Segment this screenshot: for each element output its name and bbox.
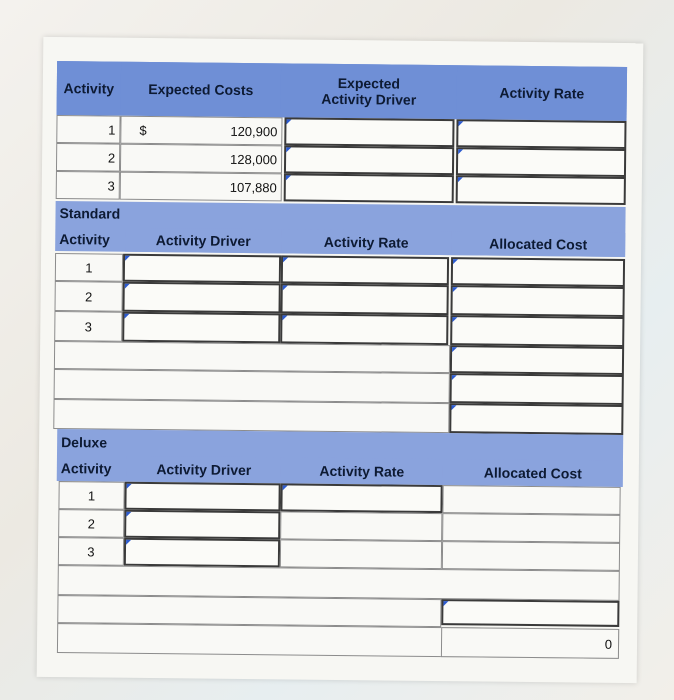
- standard-allocated-input-2[interactable]: [450, 285, 624, 317]
- standard-allocated-input-1[interactable]: [451, 257, 625, 287]
- deluxe-rate-input-1[interactable]: [280, 483, 442, 513]
- standard-allocated-input-3[interactable]: [450, 315, 624, 347]
- standard-header-driver: Activity Driver: [125, 228, 281, 254]
- deluxe-header-activity: Activity: [60, 460, 112, 477]
- activity-rate-input-1[interactable]: [456, 119, 626, 149]
- deluxe-title: Deluxe: [61, 434, 108, 451]
- standard-activity-number: 3: [54, 311, 122, 342]
- standard-blank-row: [53, 399, 449, 433]
- deluxe-activity-number: 2: [58, 509, 124, 538]
- activity-rate-input-2[interactable]: [456, 147, 626, 177]
- standard-header-allocated-cost: Allocated Cost: [451, 231, 625, 257]
- deluxe-allocated-cell-1[interactable]: [442, 485, 620, 515]
- standard-allocated-input-4[interactable]: [450, 345, 624, 375]
- expected-driver-input-1[interactable]: [284, 117, 454, 147]
- deluxe-activity-number: 3: [58, 537, 124, 566]
- standard-header-rate: Activity Rate: [281, 229, 451, 255]
- activity-rate-input-3[interactable]: [456, 175, 626, 205]
- standard-activity-number: 2: [54, 281, 122, 312]
- standard-title: Standard: [59, 205, 121, 222]
- expected-cost-cell: [120, 116, 282, 146]
- activity-number: 1: [56, 115, 120, 144]
- expected-cost-value: 120,900: [230, 123, 278, 139]
- deluxe-rate-cell-3[interactable]: [280, 539, 442, 569]
- standard-rate-input-3[interactable]: [280, 313, 448, 345]
- header-expected-costs: Expected Costs: [121, 62, 282, 118]
- standard-driver-input-1[interactable]: [123, 254, 281, 284]
- standard-allocated-total-input[interactable]: [449, 403, 623, 435]
- standard-driver-input-2[interactable]: [122, 282, 280, 314]
- currency-symbol: $: [139, 122, 147, 138]
- activity-number: 3: [56, 171, 120, 200]
- expected-driver-input-2[interactable]: [284, 145, 454, 175]
- header-expected-activity-driver: Expected Activity Driver: [281, 63, 458, 119]
- standard-blank-row: [54, 369, 450, 403]
- standard-rate-input-2[interactable]: [280, 283, 448, 315]
- deluxe-driver-input-1[interactable]: [124, 482, 280, 512]
- activity-number: 2: [56, 143, 120, 172]
- deluxe-activity-number: 1: [58, 481, 124, 510]
- standard-driver-input-3[interactable]: [122, 312, 280, 344]
- deluxe-blank-row: [57, 595, 441, 627]
- standard-rate-input-1[interactable]: [281, 255, 449, 285]
- deluxe-rate-cell-2[interactable]: [280, 511, 442, 541]
- deluxe-allocated-cell-3[interactable]: [442, 541, 620, 571]
- deluxe-allocated-input-4[interactable]: [441, 599, 619, 627]
- deluxe-driver-input-2[interactable]: [124, 510, 280, 540]
- deluxe-header-driver: Activity Driver: [127, 456, 281, 484]
- expected-cost-value: 128,000: [120, 144, 282, 174]
- standard-header-activity: Activity: [59, 231, 110, 248]
- deluxe-header-rate: Activity Rate: [281, 457, 443, 485]
- deluxe-allocated-cell-2[interactable]: [442, 513, 620, 543]
- worksheet: [37, 37, 644, 683]
- expected-cost-value: 107,880: [120, 172, 282, 202]
- deluxe-header-allocated-cost: Allocated Cost: [443, 459, 623, 487]
- expected-driver-input-3[interactable]: [284, 173, 454, 203]
- standard-blank-row: [54, 341, 450, 373]
- header-activity-rate: Activity Rate: [457, 65, 628, 121]
- deluxe-driver-input-3[interactable]: [124, 538, 280, 568]
- header-activity: Activity: [57, 61, 122, 116]
- standard-allocated-input-5[interactable]: [450, 373, 624, 405]
- standard-activity-number: 1: [55, 253, 123, 282]
- deluxe-total-value: 0: [441, 627, 619, 659]
